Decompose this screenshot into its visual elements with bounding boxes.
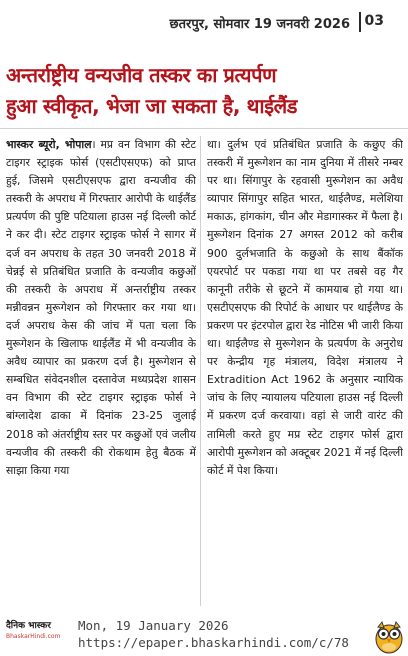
byline: भास्कर ब्यूरो, भोपाल (6, 138, 92, 151)
dateline: छतरपुर, सोमवार 19 जनवरी 2026 (169, 17, 350, 32)
column-1-text: । मप्र वन विभाग की स्टेट टाइगर स्ट्राइक फोर्स (एसटीएसएफ) को प्राप्त हुई, जिसमे एसटीएसएफ द्वारा वन्यजीव की तस्करी के अपराध में गिरफ्तार आरोपी के थाईलैंड प्रत्यर्पण की पुष्टि पटियाला हाउस नई दिल्ली कोर्ट ने कर दी। स्टेट टाइगर स्ट्राइक फोर्स ने सागर में दर्ज वन अपराध के तहत 30 जनवरी 2018 में चेन्नई से प्रतिबंधित प्रजाति के वन्यजीव कछुओं की तस्करी के अपराध में अन्तर्राष्ट्रीय तस्कर मन्नीवन्नन मुरूगेशन को गिरफ्तार कर गया था। दर्ज अपराध केस की जांच में पता चला कि मुरूगेशन के खिलाफ थाईलैंड में भी वन्यजीव के अवैध व्यापार का प्रकरण दर्ज है। मुरूगेशन से सम्बधित संवेदनशील दस्तावेज मध्यप्रदेश शासन वन विभाग की स्टेट टाइगर स्ट्राइक फोर्स ने बांग्लादेश ढाका में दिनांक 23-25 जुलाई 2018 को अंतर्राष्ट्रीय स्तर पर कछुओं एवं जलीय वन्यजीव की तस्करी की रोकथाम हेतु बैठक में साझा किया गया (6, 138, 196, 477)
headline-line-1: अन्तर्राष्ट्रीय वन्यजीव तस्कर का प्रत्यर्पण (6, 63, 277, 87)
capture-date: Mon, 19 January 2026 (78, 618, 229, 633)
brand-name: दैनिक भास्कर (6, 621, 51, 631)
headline-line-2: हुआ स्वीकृत, भेजा जा सकता है, थाईलैंड (6, 94, 298, 118)
brand-url: BhaskarHindi.com (6, 633, 61, 640)
column-2-text: था। दुर्लभ एवं प्रतिबंधित प्रजाति के कछुए की तस्करी में मुरूगेशन का नाम दुनिया में तीसरे नम्बर पर था। सिंगापुर के रहवासी मुरूगेशन का अवैध व्यापार सिंगापुर सहित भारत, थाईलैण्ड, मलेशिया मकाऊ, हांगकांग, चीन और मेडागास्कर में फैला है। मुरूगेशन दिनांक 27 अगस्त 2012 को करीब 900 दुर्लभजाति के कछुओ के साथ बैंकॉक एयरपोर्ट पर पकडा गया था पर तबसे वह गैर कानूनी तरीके से छूटने में कामयाब हो गया था। एसटीएसएफ की रिपोर्ट के आधार पर थाईलैण्ड के प्रकरण पर इंटरपोल द्वारा रेड नोटिस भी जारी किया था। थाईलैण्ड से मुरूगेशन के प्रत्यर्पण के अनुरोध पर केन्द्रीय गृह मंत्रालय, विदेश मंत्रालय ने Extradition Act 1962 के अनुसार न्यायिक जांच के लिए न्यायालय पटियाला हाउस नई दिल्ली में प्रकरण दर्ज करवाया। वहां से जारी वारंट की तामिली करते हुए मप्र स्टेट टाइगर फोर्स द्वारा आरोपी मुरूगेशन को अक्टूबर 2021 में नई दिल्ली कोर्ट में पेश किया। (207, 138, 403, 477)
headline-rule (0, 128, 408, 129)
article-headline (6, 60, 402, 122)
dateline-divider (359, 12, 361, 32)
article-column-1 (6, 136, 196, 611)
column-divider (200, 136, 201, 606)
page-number: 03 (364, 13, 384, 29)
owl-mascot-icon (372, 618, 406, 654)
brand-logo (6, 620, 66, 652)
capture-url[interactable]: https://epaper.bhaskarhindi.com/c/78 (78, 635, 349, 650)
article-column-2 (207, 136, 403, 611)
